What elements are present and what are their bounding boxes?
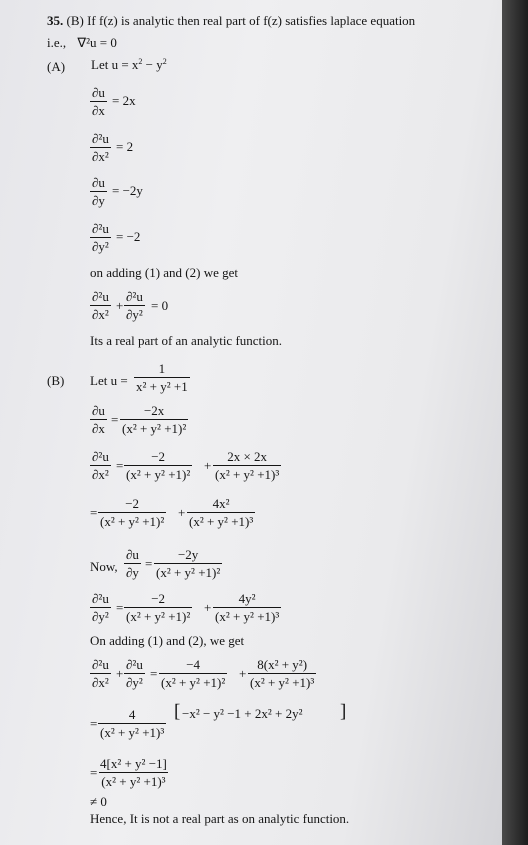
- part-a-eq4: = −2: [116, 229, 141, 244]
- equals-sign: =: [116, 458, 124, 473]
- equals-sign: =: [90, 505, 98, 520]
- fraction-sum-term1: −4 (x² + y² +1)²: [161, 657, 226, 690]
- fraction-sum-y: ∂²u ∂y²: [126, 657, 143, 690]
- fraction-du-dy: ∂u ∂y: [92, 175, 105, 208]
- part-a-eq3: = −2y: [112, 183, 143, 198]
- part-b-conclusion: Hence, It is not a real part as on analytic function.: [90, 811, 350, 826]
- fraction-d2u-dx2: ∂²u ∂x²: [92, 131, 109, 164]
- fraction-factor: 4 (x² + y² +1)³: [100, 707, 165, 740]
- plus-sign: +: [239, 666, 247, 681]
- plus-sign: +: [204, 600, 212, 615]
- fraction-term-c: −2 (x² + y² +1)²: [100, 496, 165, 529]
- question-answer: (B): [66, 13, 84, 28]
- equals-sign: =: [90, 716, 98, 731]
- part-a-let: Let $u = x^2 - y^2$: [91, 57, 167, 72]
- ie-label: i.e.,: [47, 35, 67, 50]
- fraction-term-f: 4y² (x² + y² +1)³: [215, 591, 280, 624]
- bracket-left: [: [174, 701, 181, 722]
- bracket-expression: −x² − y² −1 + 2x² + 2y²: [182, 706, 303, 721]
- question-number: 35.: [47, 13, 64, 28]
- fraction-du-dx-value: −2x (x² + y² +1)²: [122, 403, 187, 436]
- fraction-term-e: −2 (x² + y² +1)²: [126, 591, 191, 624]
- not-equal-zero: ≠ 0: [90, 794, 107, 809]
- page-edge-shadow: [502, 0, 528, 845]
- bracket-right: ]: [340, 701, 347, 722]
- plus-sign: +: [116, 666, 124, 681]
- question-statement: If f(z) is analytic then real part of f(z) satisfies laplace equation: [87, 13, 416, 28]
- part-a-sum-result: = 0: [151, 298, 169, 313]
- laplace-equation: ∇²u = 0: [77, 35, 117, 50]
- question-header: [47, 14, 415, 27]
- plus-sign: +: [204, 458, 212, 473]
- part-a-eq1: = 2x: [112, 93, 136, 108]
- fraction-d2u-dy2: ∂²u ∂y²: [92, 221, 109, 254]
- fraction-term-b: 2x × 2x (x² + y² +1)³: [215, 449, 280, 482]
- equals-sign: =: [111, 412, 119, 427]
- equals-sign: =: [90, 765, 98, 780]
- part-a-eq2: = 2: [116, 139, 134, 154]
- fraction-u-def: 1 x² + y² +1: [136, 361, 188, 394]
- plus-sign: +: [116, 298, 124, 313]
- fraction-du-dy-b: ∂u ∂y: [126, 547, 139, 580]
- part-b-label: (B): [47, 373, 65, 388]
- equals-sign: =: [116, 600, 124, 615]
- part-b-let: Let u =: [90, 373, 128, 388]
- fraction-du-dy-value: −2y (x² + y² +1)²: [156, 547, 221, 580]
- equals-sign: =: [150, 666, 158, 681]
- plus-sign: +: [178, 505, 186, 520]
- laplace-line: [47, 36, 117, 49]
- fraction-sum-x: ∂²u ∂x²: [92, 657, 109, 690]
- fraction-term-d: 4x² (x² + y² +1)³: [189, 496, 254, 529]
- part-b-adding: On adding (1) and (2), we get: [90, 633, 245, 648]
- now-label: Now,: [90, 559, 118, 574]
- part-a-label: (A): [47, 59, 66, 74]
- fraction-term-a: −2 (x² + y² +1)²: [126, 449, 191, 482]
- fraction-d2u-dy2-sum: ∂²u ∂y²: [126, 289, 143, 322]
- fraction-d2u-dy2-b: ∂²u ∂y²: [92, 591, 109, 624]
- fraction-du-dx: ∂u ∂x: [92, 85, 105, 118]
- equals-sign: =: [145, 556, 153, 571]
- part-a-conclusion: Its a real part of an analytic function.: [90, 333, 283, 348]
- fraction-d2u-dx2-b: ∂²u ∂x²: [92, 449, 109, 482]
- fraction-d2u-dx2-sum: ∂²u ∂x²: [92, 289, 109, 322]
- part-a-adding: on adding (1) and (2) we get: [90, 265, 239, 280]
- fraction-du-dx-b: ∂u ∂x: [92, 403, 105, 436]
- fraction-sum-term2: 8(x² + y²) (x² + y² +1)³: [250, 657, 315, 690]
- fraction-final: 4[x² + y² −1] (x² + y² +1)³: [100, 756, 167, 789]
